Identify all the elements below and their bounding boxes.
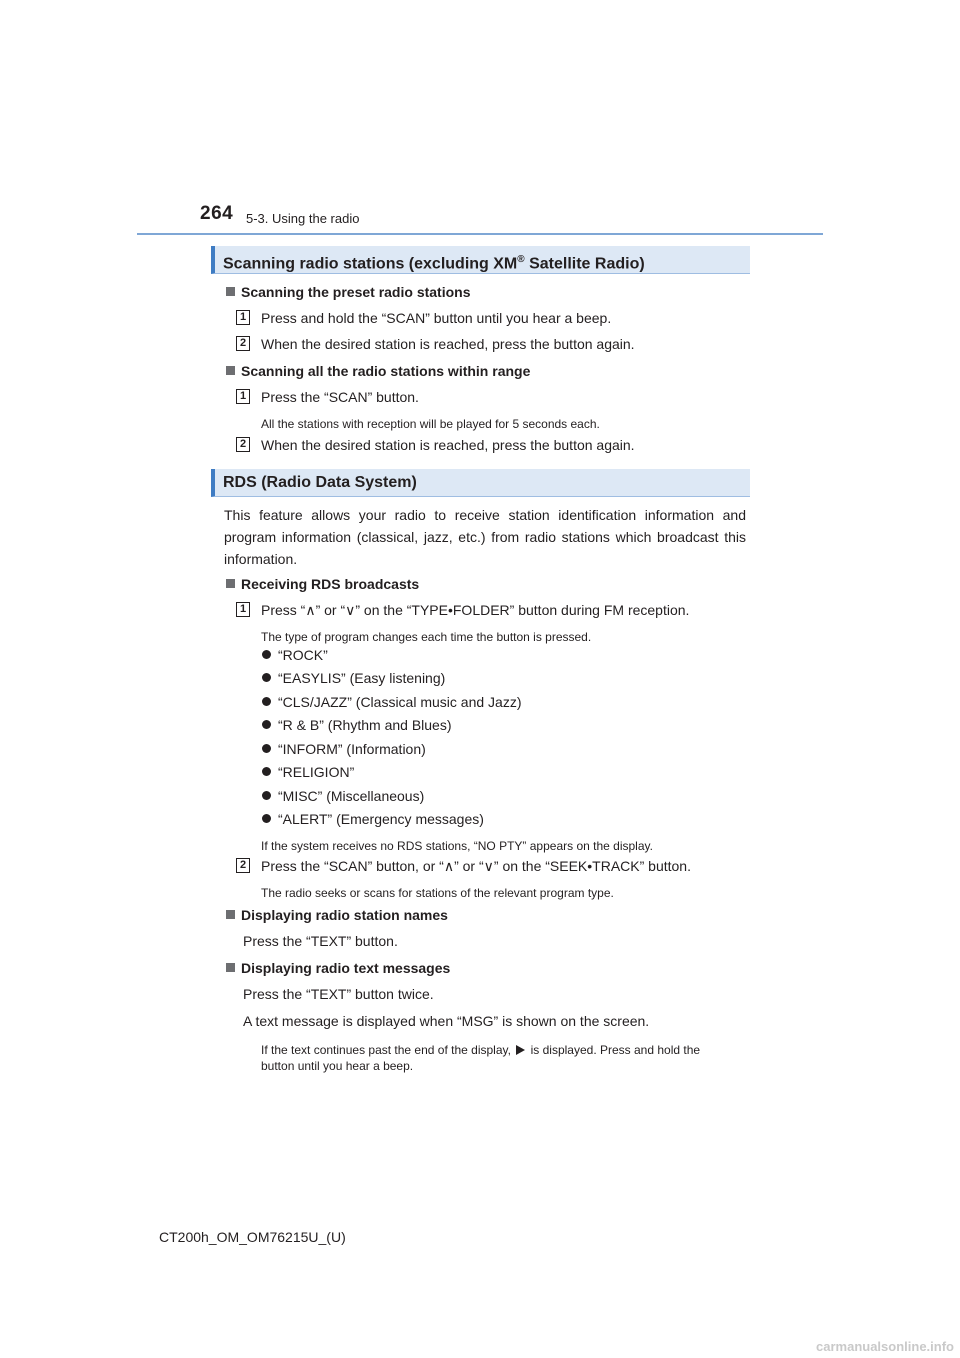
- step-text: Press the “SCAN” button.: [261, 389, 419, 405]
- round-bullet-icon: [262, 767, 271, 776]
- square-bullet-icon: [226, 579, 235, 588]
- step-text: Press “∧” or “∨” on the “TYPE•FOLDER” button during FM reception.: [261, 602, 690, 618]
- step-text: When the desired station is reached, press the button again.: [261, 336, 635, 352]
- note-text: The type of program changes each time the button is pressed.: [261, 630, 592, 644]
- square-bullet-icon: [226, 963, 235, 972]
- page-number: 264: [200, 203, 234, 224]
- step-number: 2: [236, 437, 250, 452]
- round-bullet-icon: [262, 697, 271, 706]
- step-number: 1: [236, 389, 250, 404]
- play-arrow-icon: [516, 1045, 525, 1055]
- round-bullet-icon: [262, 814, 271, 823]
- note-text: If the system receives no RDS stations, “NO PTY” appears on the display.: [261, 839, 653, 853]
- step-number: 1: [236, 602, 250, 617]
- chapter-title: 5-3. Using the radio: [246, 211, 360, 226]
- round-bullet-icon: [262, 744, 271, 753]
- program-type-item: “INFORM” (Information): [262, 740, 426, 758]
- instruction-text: Press the “TEXT” button twice.: [243, 986, 434, 1002]
- round-bullet-icon: [262, 791, 271, 800]
- document-code: CT200h_OM_OM76215U_(U): [159, 1229, 346, 1245]
- watermark: carmanualsonline.info: [816, 1339, 954, 1354]
- program-type-item: “ROCK”: [262, 646, 328, 664]
- round-bullet-icon: [262, 720, 271, 729]
- program-type-item: “MISC” (Miscellaneous): [262, 787, 424, 805]
- note-text: The radio seeks or scans for stations of the relevant program type.: [261, 886, 614, 900]
- note-text: button until you hear a beep.: [261, 1059, 414, 1073]
- rds-intro-paragraph: This feature allows your radio to receive station identification information and program information (classical, jazz, etc.) from radio stations which broadcast this information.: [224, 507, 746, 567]
- subheading-all-scan: Scanning all the radio stations within range: [226, 362, 530, 380]
- round-bullet-icon: [262, 650, 271, 659]
- program-type-item: “CLS/JAZZ” (Classical music and Jazz): [262, 693, 522, 711]
- instruction-text: Press the “TEXT” button.: [243, 933, 398, 949]
- instruction-text: A text message is displayed when “MSG” is shown on the screen.: [243, 1013, 650, 1029]
- square-bullet-icon: [226, 366, 235, 375]
- subheading-text-messages: Displaying radio text messages: [226, 959, 450, 977]
- program-type-item: “EASYLIS” (Easy listening): [262, 669, 445, 687]
- subheading-station-names: Displaying radio station names: [226, 906, 448, 924]
- note-text: All the stations with reception will be played for 5 seconds each.: [261, 417, 600, 431]
- note-text: If the text continues past the end of the display, is displayed. Press and hold the: [261, 1043, 701, 1057]
- step-text: Press the “SCAN” button, or “∧” or “∨” on the “SEEK•TRACK” button.: [261, 858, 691, 874]
- square-bullet-icon: [226, 910, 235, 919]
- program-type-item: “R & B” (Rhythm and Blues): [262, 716, 452, 734]
- step-number: 2: [236, 336, 250, 351]
- step-number: 1: [236, 310, 250, 325]
- square-bullet-icon: [226, 287, 235, 296]
- subheading-preset-scan: Scanning the preset radio stations: [226, 283, 471, 301]
- program-type-item: “RELIGION”: [262, 763, 354, 781]
- step-number: 2: [236, 858, 250, 873]
- subheading-receiving-rds: Receiving RDS broadcasts: [226, 575, 419, 593]
- section-heading-scanning: Scanning radio stations (excluding XM® Satellite Radio): [211, 246, 750, 274]
- step-text: Press and hold the “SCAN” button until you hear a beep.: [261, 310, 612, 326]
- header-rule: [137, 233, 823, 235]
- step-text: When the desired station is reached, press the button again.: [261, 437, 635, 453]
- section-heading-rds: RDS (Radio Data System): [211, 469, 750, 497]
- round-bullet-icon: [262, 673, 271, 682]
- program-type-item: “ALERT” (Emergency messages): [262, 810, 484, 828]
